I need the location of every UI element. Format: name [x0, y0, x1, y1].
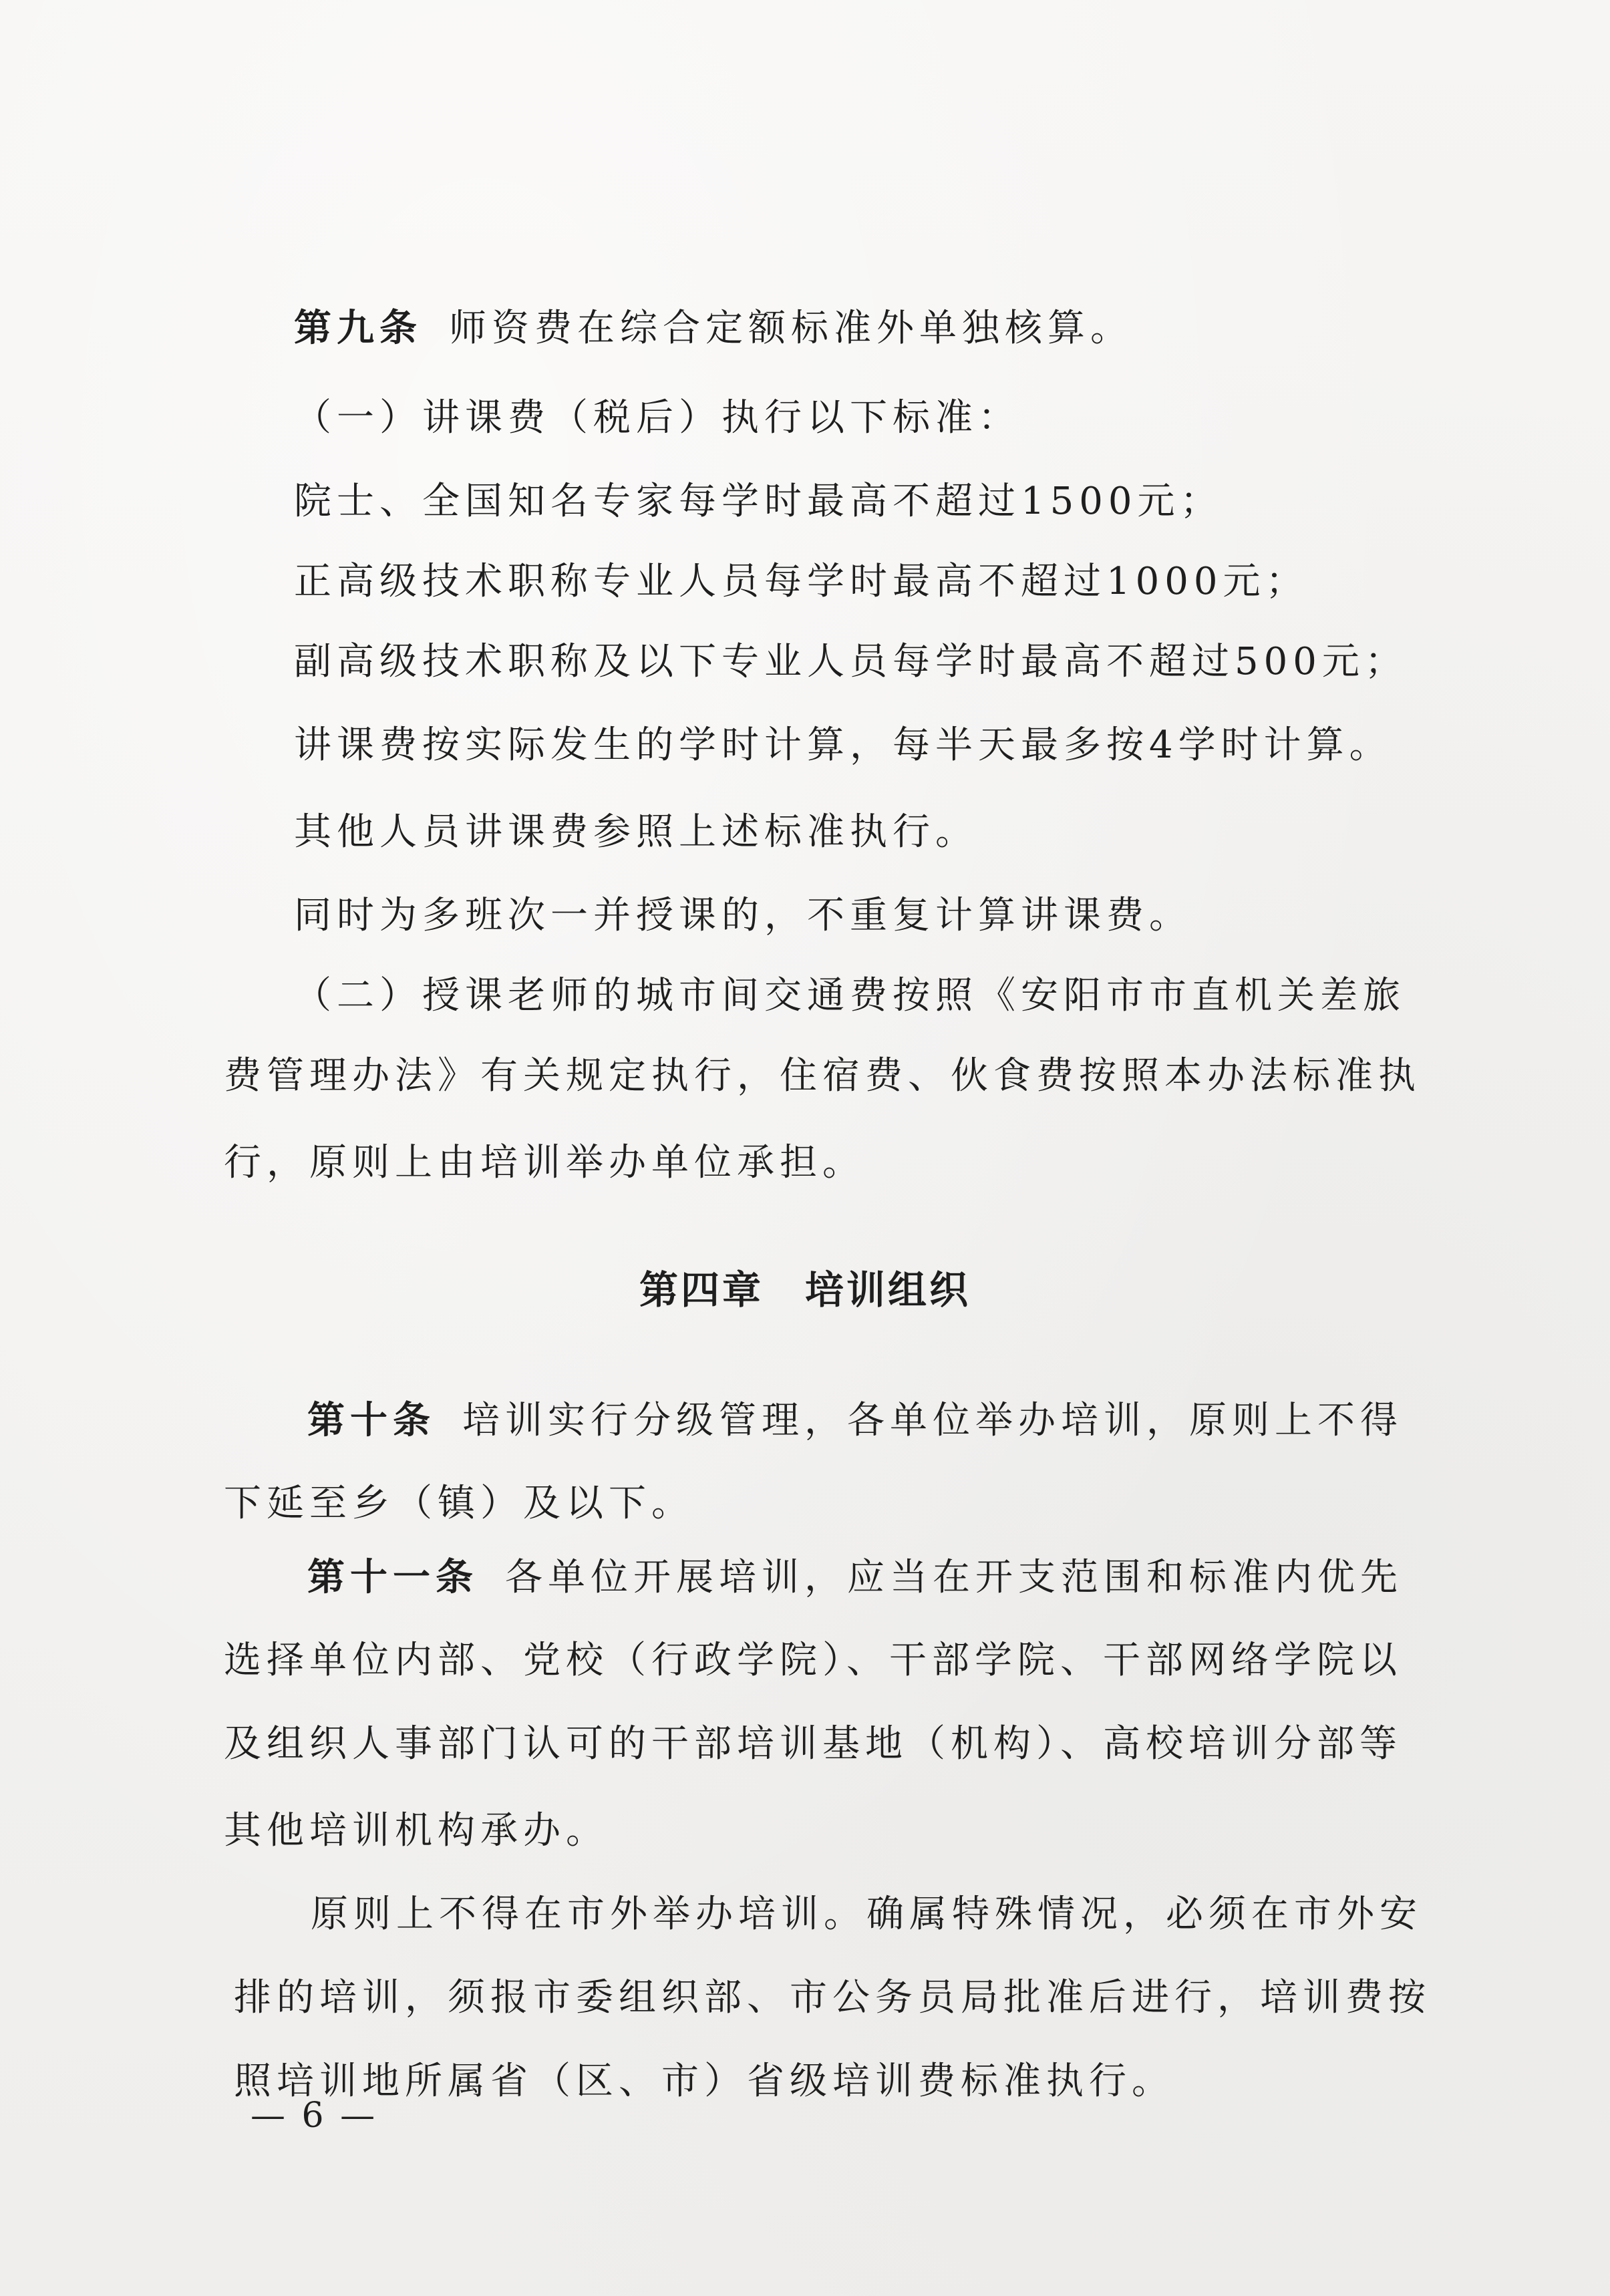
article-11-para-2-line-3: 照培训地所属省（区、市）省级培训费标准执行。	[234, 2060, 1174, 2103]
chapter-4-heading: 第四章 培训组织	[639, 1267, 971, 1313]
article-9-title: 第九条	[294, 306, 422, 350]
article-10-line-2: 下延至乡（镇）及以下。	[224, 1482, 694, 1525]
article-11-text: 各单位开展培训，应当在开支范围和标准内优先	[505, 1556, 1403, 1599]
standard-senior: 正高级技术职称专业人员每学时最高不超过1000元；	[294, 560, 1309, 603]
article-9-item-2-line-3: 行，原则上由培训举办单位承担。	[224, 1141, 865, 1184]
standard-vice: 副高级技术职称及以下专业人员每学时最高不超过500元；	[294, 640, 1408, 683]
hours-rule: 讲课费按实际发生的学时计算，每半天最多按4学时计算。	[294, 723, 1392, 767]
page-number: — 6 —	[251, 2096, 378, 2136]
article-11-para-2-line-2: 排的培训，须报市委组织部、市公务员局批准后进行，培训费按	[234, 1976, 1431, 2019]
standard-academician: 院士、全国知名专家每学时最高不超过1500元；	[294, 480, 1223, 523]
article-11-line-1	[307, 1553, 1403, 1602]
article-10-line-1	[307, 1396, 1403, 1445]
article-9-item-2-line-2: 费管理办法》有关规定执行，住宿费、伙食费按照本办法标准执	[224, 1054, 1421, 1098]
article-11-line-4: 其他培训机构承办。	[224, 1809, 609, 1852]
others-rule: 其他人员讲课费参照上述标准执行。	[294, 810, 978, 854]
article-9-item-1: （一）讲课费（税后）执行以下标准：	[294, 396, 1021, 440]
article-11-line-2: 选择单位内部、党校（行政学院）、干部学院、干部网络学院以	[224, 1639, 1402, 1682]
article-11-line-3: 及组织人事部门认可的干部培训基地（机构）、高校培训分部等	[224, 1722, 1402, 1766]
article-9-item-2-line-1: （二）授课老师的城市间交通费按照《安阳市市直机关差旅	[294, 974, 1406, 1017]
article-9-text: 师资费在综合定额标准外单独核算。	[449, 307, 1133, 350]
article-10-text: 培训实行分级管理，各单位举办培训，原则上不得	[462, 1399, 1403, 1442]
article-9-line	[294, 304, 1133, 353]
article-11-para-2-line-1: 原则上不得在市外举办培训。确属特殊情况，必须在市外安	[311, 1893, 1422, 1936]
article-11-title: 第十一条	[307, 1555, 478, 1599]
article-10-title: 第十条	[307, 1398, 436, 1442]
multi-class-rule: 同时为多班次一并授课的，不重复计算讲课费。	[294, 894, 1192, 937]
